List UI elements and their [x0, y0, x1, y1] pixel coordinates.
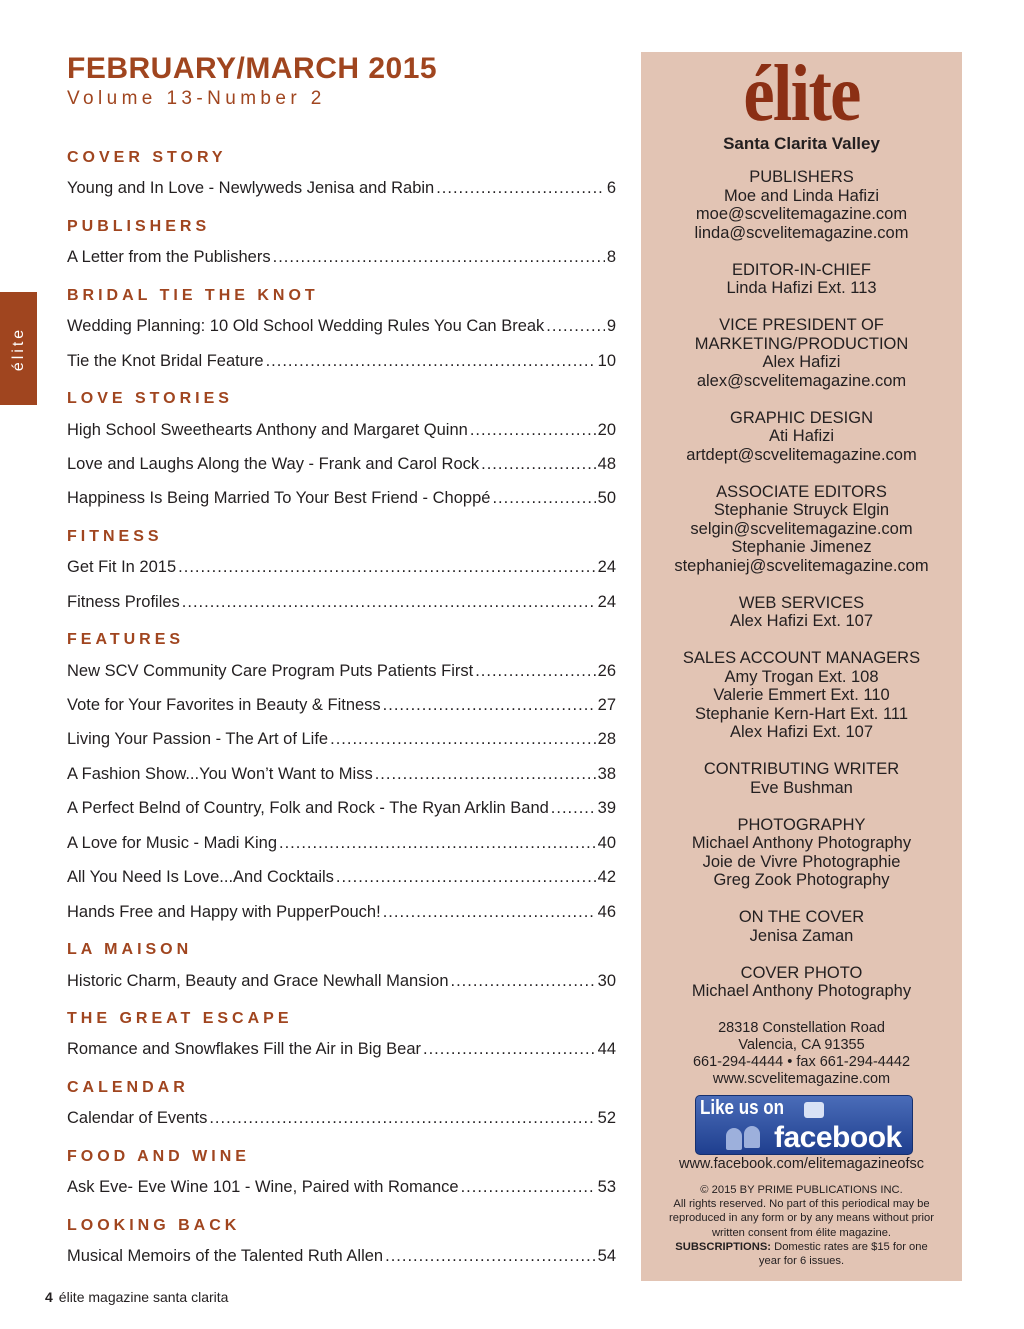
entry-title: A Perfect Belnd of Country, Folk and Rock - The Ryan Arklin Band: [67, 799, 549, 818]
toc-section: [67, 378, 616, 516]
staff-line: Michael Anthony Photography: [691, 982, 912, 1000]
thumbs-up-icon: [804, 1102, 824, 1118]
dot-leader: [423, 1032, 596, 1066]
entry-title: Hands Free and Happy with PupperPouch!: [67, 902, 381, 921]
footer-text: élite magazine santa clarita: [58, 1289, 229, 1305]
staff-line: Alex Hafizi Ext. 107: [729, 723, 874, 741]
entry-title: A Fashion Show...You Won’t Want to Miss: [67, 764, 373, 783]
table-of-contents: [67, 137, 616, 1273]
dot-leader: [436, 171, 605, 205]
rights-text: All rights reserved. No part of this periodical may be reproduced in any form or by any means without prior written consent from élite magazine.: [669, 1198, 934, 1239]
dot-leader: [273, 240, 605, 274]
subscriptions-label: SUBSCRIPTIONS:: [675, 1240, 772, 1253]
dot-leader: [330, 722, 596, 756]
section-heading: LA MAISON: [67, 941, 193, 959]
entry-title: Living Your Passion - The Art of Life: [67, 730, 329, 749]
staff-group: [641, 409, 962, 465]
entry-page: 10: [597, 351, 616, 370]
toc-section: [67, 516, 616, 619]
toc-entry[interactable]: [67, 585, 616, 619]
toc-entry[interactable]: [67, 171, 616, 205]
address-line[interactable]: www.scvelitemagazine.com: [712, 1071, 891, 1087]
entry-page: 30: [597, 971, 616, 990]
entry-title: All You Need Is Love...And Cocktails: [67, 868, 334, 887]
staff-line: Stephanie Struyck Elgin: [713, 501, 890, 519]
toc-entry[interactable]: [67, 791, 616, 825]
page-footer: [45, 1289, 228, 1305]
staff-line: Alex Hafizi: [762, 353, 841, 371]
toc-entry[interactable]: [67, 240, 616, 274]
entry-page: 28: [597, 730, 616, 749]
toc-entry[interactable]: [67, 964, 616, 998]
staff-role: PUBLISHERS: [749, 168, 854, 186]
side-tab-label: élite: [9, 326, 27, 371]
issue-title: FEBRUARY/MARCH 2015: [67, 52, 438, 85]
dot-leader: [336, 860, 596, 894]
address-line: 661-294-4444 • fax 661-294-4442: [692, 1054, 911, 1070]
staff-group: [641, 261, 962, 298]
staff-email[interactable]: moe@scvelitemagazine.com: [695, 205, 908, 223]
staff-group: [641, 594, 962, 631]
staff-role: WEB SERVICES: [738, 593, 865, 612]
section-heading: BRIDAL TIE THE KNOT: [67, 286, 319, 304]
staff-group: [641, 964, 962, 1001]
entry-title: Get Fit In 2015: [67, 558, 177, 577]
dot-leader: [551, 791, 596, 825]
staff-email[interactable]: linda@scvelitemagazine.com: [694, 223, 909, 242]
facebook-like-button[interactable]: [695, 1095, 913, 1155]
staff-list: [641, 168, 962, 1019]
toc-entry[interactable]: [67, 550, 616, 584]
facebook-wordmark: facebook: [774, 1121, 902, 1154]
staff-line: Stephanie Kern-Hart Ext. 111: [694, 704, 909, 723]
section-heading: CALENDAR: [67, 1078, 189, 1096]
toc-section: [67, 275, 616, 378]
staff-line: Eve Bushman: [750, 778, 853, 797]
entry-title: Calendar of Events: [67, 1109, 208, 1128]
entry-title: New SCV Community Care Program Puts Patients First: [67, 661, 474, 680]
staff-line: Linda Hafizi Ext. 113: [726, 279, 877, 297]
entry-title: Happiness Is Being Married To Your Best Friend - Choppé: [67, 489, 491, 508]
staff-line: Michael Anthony Photography: [691, 834, 912, 852]
entry-title: A Love for Music - Madi King: [67, 833, 278, 852]
dot-leader: [385, 1239, 596, 1273]
entry-page: 48: [597, 454, 616, 473]
toc-entry[interactable]: [67, 826, 616, 860]
dot-leader: [451, 964, 596, 998]
staff-line: Jenisa Zaman: [749, 926, 854, 945]
toc-section: [67, 206, 616, 275]
staff-group: [641, 760, 962, 797]
dot-leader: [182, 585, 596, 619]
entry-page: 39: [597, 799, 616, 818]
section-heading: LOOKING BACK: [67, 1216, 241, 1234]
staff-email[interactable]: stephaniej@scvelitemagazine.com: [674, 556, 929, 575]
staff-line: Ati Hafizi: [768, 427, 835, 445]
entry-title: Musical Memoirs of the Talented Ruth Allen: [67, 1247, 384, 1265]
elite-logo: élite: [743, 50, 860, 138]
section-heading: PUBLISHERS: [67, 217, 211, 235]
toc-entry[interactable]: [67, 309, 616, 343]
toc-entry[interactable]: [67, 1170, 616, 1204]
entry-title: A Letter from the Publishers: [67, 248, 271, 267]
toc-entry[interactable]: [67, 447, 616, 481]
dot-leader: [470, 413, 596, 447]
toc-section: [67, 1136, 616, 1205]
toc-section: [67, 137, 616, 206]
entry-page: 46: [597, 902, 616, 921]
staff-line: Stephanie Jimenez: [731, 538, 872, 556]
entry-page: 40: [597, 833, 616, 852]
section-heading: LOVE STORIES: [67, 390, 233, 408]
masthead: [641, 52, 962, 1281]
staff-group: [641, 649, 962, 742]
toc-section: [67, 619, 616, 929]
section-heading: COVER STORY: [67, 149, 227, 166]
entry-page: 54: [597, 1247, 616, 1265]
dot-leader: [461, 1170, 596, 1204]
staff-line: Greg Zook Photography: [713, 871, 890, 889]
toc-entry[interactable]: [67, 1032, 616, 1066]
toc-entry[interactable]: [67, 481, 616, 515]
dot-leader: [546, 309, 605, 343]
section-heading: THE GREAT ESCAPE: [67, 1009, 293, 1027]
toc-section: [67, 998, 616, 1067]
entry-title: High School Sweethearts Anthony and Margaret Quinn: [67, 420, 468, 439]
dot-leader: [375, 757, 596, 791]
entry-page: 8: [606, 248, 616, 267]
entry-title: Historic Charm, Beauty and Grace Newhall Mansion: [67, 971, 449, 990]
dot-leader: [178, 550, 595, 584]
toc-entry[interactable]: [67, 1239, 616, 1273]
address-block: [641, 1020, 962, 1088]
page-number: 4: [45, 1289, 53, 1305]
staff-role: VICE PRESIDENT OF: [719, 316, 884, 334]
toc-entry[interactable]: [67, 895, 616, 929]
staff-group: [641, 483, 962, 576]
copyright-line: © 2015 BY PRIME PUBLICATIONS INC.: [700, 1184, 903, 1196]
people-icon: [726, 1126, 764, 1150]
staff-group: [641, 816, 962, 890]
dot-leader: [279, 826, 596, 860]
staff-line: Amy Trogan Ext. 108: [724, 667, 879, 686]
dot-leader: [383, 688, 596, 722]
toc-section: [67, 929, 616, 998]
staff-line: Moe and Linda Hafizi: [723, 186, 879, 205]
entry-page: 27: [597, 696, 616, 714]
dot-leader: [209, 1101, 595, 1135]
dot-leader: [492, 481, 595, 515]
entry-title: Ask Eve- Eve Wine 101 - Wine, Paired with Romance: [67, 1178, 459, 1197]
entry-title: Tie the Knot Bridal Feature: [67, 351, 264, 370]
toc-entry[interactable]: [67, 688, 616, 722]
toc-entry[interactable]: [67, 860, 616, 894]
dot-leader: [266, 344, 596, 378]
subscriptions-text: [665, 1240, 938, 1268]
toc-entry[interactable]: [67, 757, 616, 791]
entry-title: Vote for Your Favorites in Beauty & Fitness: [67, 696, 381, 714]
entry-page: 53: [597, 1178, 616, 1197]
staff-group: [641, 168, 962, 242]
dot-leader: [383, 895, 596, 929]
staff-line: Valerie Emmert Ext. 110: [713, 686, 890, 704]
staff-role: COVER PHOTO: [740, 963, 863, 982]
entry-title: Love and Laughs Along the Way - Frank and Carol Rock: [67, 454, 480, 473]
toc-entry[interactable]: [67, 722, 616, 756]
logo-subtitle: Santa Clarita Valley: [723, 134, 880, 153]
toc-entry[interactable]: [67, 344, 616, 378]
staff-line: Alex Hafizi Ext. 107: [729, 612, 874, 630]
toc-entry[interactable]: [67, 1101, 616, 1135]
side-tab: [0, 292, 37, 405]
staff-role: EDITOR-IN-CHIEF: [731, 260, 872, 279]
legal-notice: [665, 1183, 938, 1268]
facebook-like-text: Like us on: [700, 1097, 785, 1119]
entry-page: 26: [597, 661, 616, 680]
entry-page: 6: [606, 179, 616, 198]
staff-email[interactable]: alex@scvelitemagazine.com: [696, 371, 907, 390]
section-heading: FEATURES: [67, 631, 185, 649]
toc-entry[interactable]: [67, 654, 616, 688]
entry-title: Young and In Love - Newlyweds Jenisa and Rabin: [67, 179, 435, 198]
entry-page: 52: [597, 1109, 616, 1128]
entry-page: 9: [606, 317, 616, 336]
entry-page: 20: [597, 420, 616, 439]
facebook-url[interactable]: www.facebook.com/elitemagazineofsc: [678, 1156, 924, 1172]
entry-title: Fitness Profiles: [67, 592, 180, 611]
entry-page: 24: [597, 592, 616, 611]
staff-role: SALES ACCOUNT MANAGERS: [682, 649, 921, 667]
toc-section: [67, 1205, 616, 1274]
entry-page: 24: [597, 558, 616, 577]
staff-line: Joie de Vivre Photographie: [702, 852, 901, 871]
entry-title: Wedding Planning: 10 Old School Wedding Rules You Can Break: [67, 317, 545, 336]
staff-email[interactable]: artdept@scvelitemagazine.com: [686, 445, 917, 464]
staff-role: GRAPHIC DESIGN: [729, 408, 874, 427]
issue-volume: Volume 13-Number 2: [67, 88, 326, 109]
section-heading: FOOD AND WINE: [67, 1147, 250, 1165]
address-line: 28318 Constellation Road: [718, 1020, 885, 1036]
staff-group: [641, 316, 962, 390]
subscriptions-rates: Domestic rates are $15 for one year for 6 issues.: [758, 1240, 928, 1268]
dot-leader: [475, 654, 595, 688]
entry-page: 50: [597, 489, 616, 508]
toc-section: [67, 1067, 616, 1136]
address-line: Valencia, CA 91355: [738, 1037, 865, 1053]
staff-email[interactable]: selgin@scvelitemagazine.com: [690, 519, 913, 538]
staff-line: MARKETING/PRODUCTION: [694, 334, 909, 353]
entry-page: 42: [597, 868, 616, 887]
dot-leader: [481, 447, 596, 481]
entry-page: 38: [597, 764, 616, 783]
staff-role: PHOTOGRAPHY: [737, 815, 866, 834]
staff-role: CONTRIBUTING WRITER: [703, 760, 900, 778]
toc-entry[interactable]: [67, 413, 616, 447]
staff-role: ASSOCIATE EDITORS: [716, 482, 887, 501]
entry-page: 44: [597, 1040, 616, 1059]
staff-role: ON THE COVER: [738, 908, 865, 926]
entry-title: Romance and Snowflakes Fill the Air in Big Bear: [67, 1040, 422, 1059]
section-heading: FITNESS: [67, 527, 163, 545]
staff-group: [641, 908, 962, 945]
